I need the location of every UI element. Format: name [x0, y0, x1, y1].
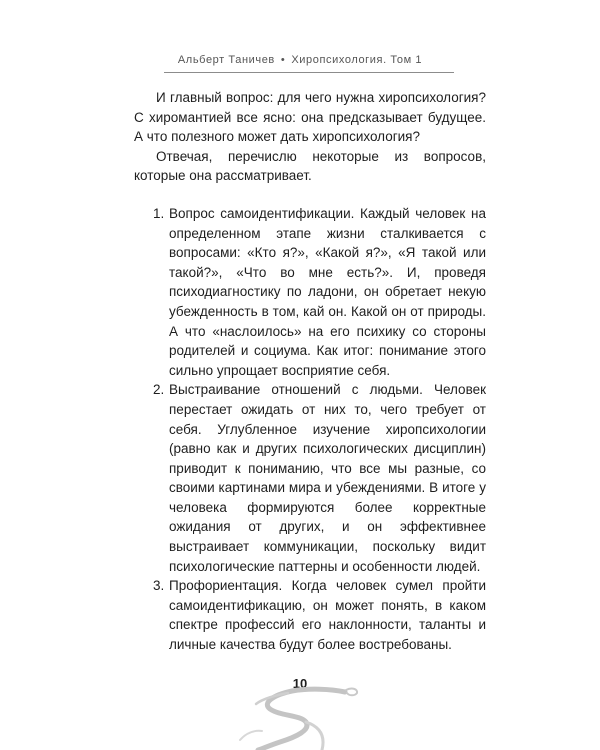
header-separator: •: [280, 54, 286, 66]
header-rule: [164, 72, 454, 73]
list-item: [134, 576, 486, 654]
header-author: Альберт Таничев: [177, 54, 275, 66]
list-item-number: 2.: [153, 382, 165, 398]
list-item-text: Вопрос самоидентификации. Каждый человек на определенном этапе жизни сталкивается с вопросами: «Кто я?», «Какой я?», «Я такой или такой?», «Что во мне есть?». И, проведя психодиагностику по ладони, он обретает некую убежденность в том, кай он. Какой он от природы. А что «наслоилось» на его психику со стороны родителей и социума. Как итог: понимание этого сильно упрощает восприятие себя.: [169, 205, 486, 378]
page-body: [134, 88, 486, 655]
running-header: [0, 54, 600, 66]
page-number: 10: [292, 676, 308, 691]
list-item: [134, 204, 486, 380]
paragraph-answer: Отвечая, перечислю некоторые из вопросов, которые она рассматривает.: [134, 148, 486, 184]
list-item-text: Выстраивание отношений с людьми. Человек перестает ожидать от них то, чего требует от себя. Углубленное изучение хиропсихологии (равно как и других психологических дисциплин) приводит к пониманию, что все мы разные, со своими картинами мира и убеждениями. В итоге у человека формируются более корректные ожидания от других, и он эффективнее выстраивает коммуникации, поскольку видит психологические паттерны и особенности людей.: [169, 382, 486, 574]
header-book-title: Хиропсихология. Том 1: [291, 54, 423, 66]
questions-list: [134, 204, 486, 655]
list-item: [134, 380, 486, 576]
paragraph-intro: И главный вопрос: для чего нужна хиропсихология? С хиромантией все ясно: она предсказывает будущее. А что полезного может дать хиропсихология?: [134, 90, 486, 145]
list-item-number: 1.: [153, 205, 165, 221]
list-item-text: Профориентация. Когда человек сумел пройти самоидентификацию, он может понять, в каком спектре профессий его наклонности, таланты и личные качества будут более востребованы.: [169, 578, 486, 653]
list-item-number: 3.: [153, 578, 165, 594]
